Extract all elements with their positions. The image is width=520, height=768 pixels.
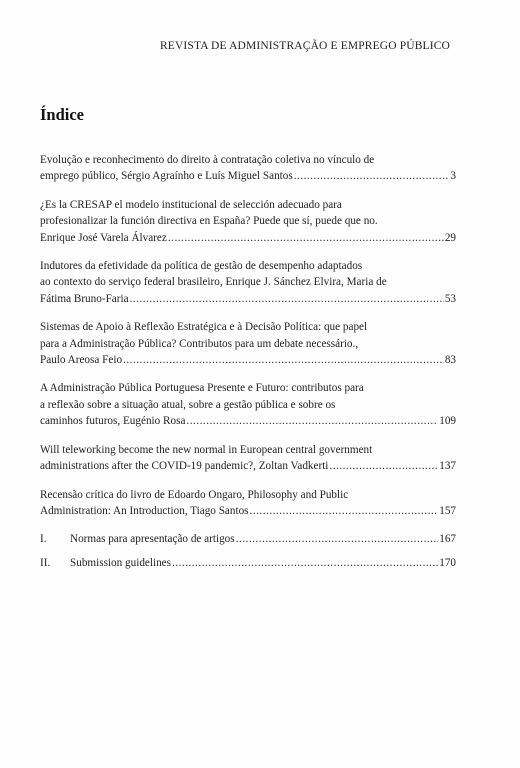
- toc-entry-line: Fátima Bruno-Faria: [40, 292, 129, 305]
- dot-leader: [236, 531, 439, 547]
- dot-leader: [123, 352, 444, 368]
- dot-leader: [294, 168, 450, 184]
- toc-entry-last-line: [40, 458, 456, 474]
- table-of-contents: [40, 152, 456, 578]
- toc-entry[interactable]: [40, 442, 456, 475]
- toc-page-number: 170: [439, 556, 456, 569]
- toc-entry-last-line: [40, 413, 456, 429]
- toc-entry-last-line: [40, 503, 456, 519]
- toc-appendix-entry[interactable]: [40, 555, 456, 571]
- toc-entry-line: a reflexão sobre a situação atual, sobre a gestão pública e sobre os: [40, 398, 336, 411]
- toc-entry-line: Administration: An Introduction, Tiago Santos: [40, 504, 249, 517]
- toc-page-number: 137: [439, 460, 456, 473]
- toc-entry-last-line: [40, 291, 456, 307]
- toc-entry[interactable]: [40, 152, 456, 185]
- toc-entry[interactable]: [40, 319, 456, 368]
- toc-entry[interactable]: [40, 487, 456, 520]
- toc-page-number: 83: [444, 354, 456, 367]
- toc-entry-line: ¿Es la CRESAP el modelo institucional de selección adecuado para: [40, 198, 342, 211]
- toc-page-number: 157: [439, 504, 456, 517]
- appendix-number: I.: [40, 533, 47, 546]
- toc-page-number: 167: [439, 533, 456, 546]
- toc-page-number: 29: [444, 231, 456, 244]
- toc-entry-last-line: [40, 230, 456, 246]
- toc-entry[interactable]: [40, 380, 456, 429]
- toc-entry-line: Evolução e reconhecimento do direito à contratação coletiva no vínculo de: [40, 154, 375, 166]
- toc-entry-line: Sistemas de Apoio à Reflexão Estratégica e à Decisão Política: que papel: [40, 321, 368, 334]
- running-header: REVISTA DE ADMINISTRAÇÃO E EMPREGO PÚBLICO: [159, 40, 450, 52]
- toc-title: Índice: [40, 105, 85, 124]
- toc-entry-line: Indutores da efetividade da política de gestão de desempenho adaptados: [40, 260, 363, 273]
- toc-entry[interactable]: [40, 197, 456, 246]
- toc-entry-line: Enrique José Varela Álvarez: [40, 231, 167, 244]
- toc-page-number: 53: [444, 292, 456, 305]
- dot-leader: [168, 230, 444, 246]
- toc-entry-line: A Administração Pública Portuguesa Presente e Futuro: contributos para: [40, 382, 364, 395]
- appendix-number: II.: [40, 556, 51, 569]
- toc-entry-line: profesionalizar la función directiva en España? Puede que sí, puede que no.: [40, 215, 378, 228]
- toc-entry-last-line: [40, 168, 456, 184]
- toc-page-number: 3: [450, 170, 456, 183]
- toc-page-number: 109: [439, 415, 456, 428]
- dot-leader: [329, 458, 438, 474]
- toc-entry-line: Will teleworking become the new normal in European central government: [40, 443, 373, 456]
- dot-leader: [172, 555, 438, 571]
- dot-leader: [186, 413, 438, 429]
- toc-entry-line: para a Administração Pública? Contributos para um debate necessário.,: [40, 337, 359, 350]
- dot-leader: [250, 503, 439, 519]
- toc-entry[interactable]: [40, 258, 456, 307]
- toc-entry-line: emprego público, Sérgio Agraínho e Luís Miguel Santos: [40, 170, 293, 183]
- toc-entry-line: ao contexto do serviço federal brasileiro, Enrique J. Sánchez Elvira, Maria de: [40, 276, 387, 289]
- toc-entry-line: Recensão crítica do livro de Edoardo Ongaro, Philosophy and Public: [40, 488, 349, 501]
- toc-entry-line: caminhos futuros, Eugénio Rosa: [40, 415, 186, 428]
- toc-entry-line: administrations after the COVID-19 pandemic?, Zoltan Vadkerti: [40, 460, 329, 473]
- appendix-title: Normas para apresentação de artigos: [70, 533, 235, 546]
- toc-entry-line: Paulo Areosa Feio: [40, 354, 123, 367]
- appendix-title: Submission guidelines: [70, 556, 172, 569]
- toc-appendix-entry[interactable]: [40, 531, 456, 547]
- toc-entry-last-line: [40, 352, 456, 368]
- dot-leader: [130, 291, 444, 307]
